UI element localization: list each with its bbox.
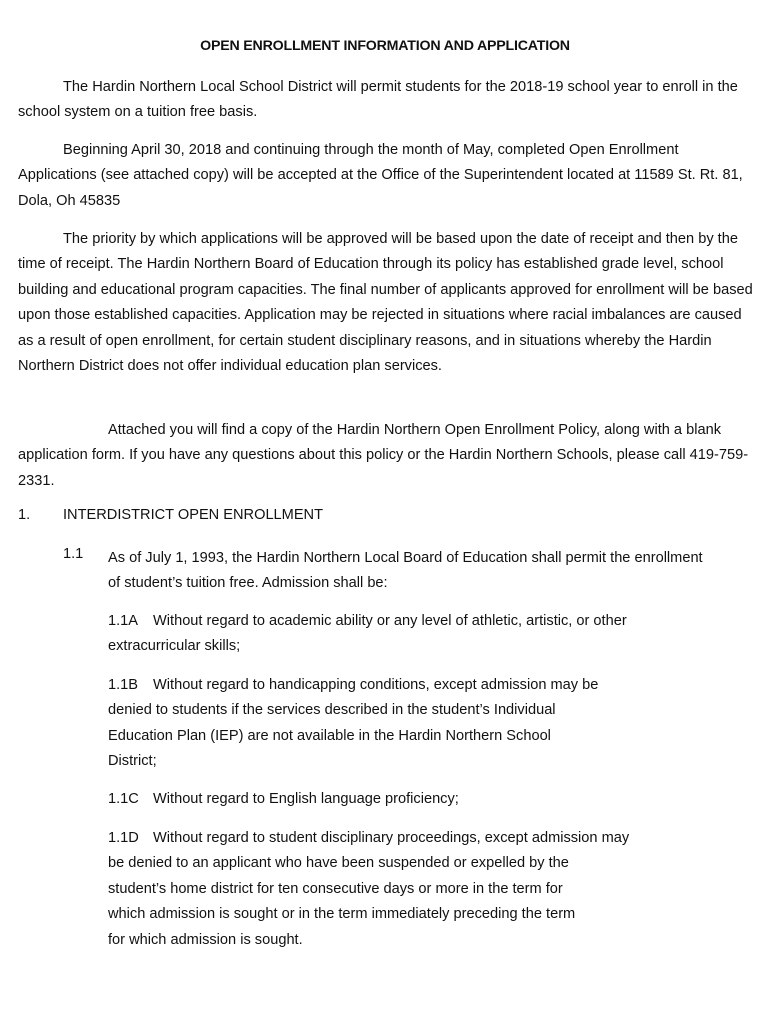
item-code: 1.1B [108, 677, 139, 693]
subsection-text: As of July 1, 1993, the Hardin Northern Local Board of Education shall permit the enrollment of student’s tuition free. Admission shall be: [108, 550, 703, 592]
dates-paragraph: Beginning April 30, 2018 and continuing through the month of May, completed Open Enrollment Applications (see attached copy) will be accepted at the Office of the Superintendent located at 11589 St. Rt. 81, Dola, Oh 45835 [18, 142, 743, 209]
item-line: 1.1A Without regard to academic ability or any level of athletic, artistic, or other [108, 609, 627, 634]
list-item [108, 609, 627, 660]
intro-paragraph: The Hardin Northern Local School District will permit students for the 2018-19 school year to enroll in the school system on a tuition free basis. [18, 79, 738, 121]
item-line: 1.1D Without regard to student disciplinary proceedings, except admission may [108, 826, 629, 851]
page-title: OPEN ENROLLMENT INFORMATION AND APPLICATION [200, 38, 570, 54]
item-line: denied to students if the services described in the student’s Individual [108, 702, 556, 719]
subsection-number: 1.1 [63, 546, 84, 562]
attachment-paragraph: Attached you will find a copy of the Hardin Northern Open Enrollment Policy, along with a blank application form. If you have any questions about this policy or the Hardin Northern Schools, please call 419-759-2331. [18, 422, 749, 489]
list-item [108, 787, 459, 812]
item-code: 1.1D [108, 830, 139, 846]
item-code: 1.1A [108, 613, 139, 629]
section-title: INTERDISTRICT OPEN ENROLLMENT [63, 507, 324, 523]
list-item [108, 673, 598, 775]
item-line: for which admission is sought. [108, 931, 303, 948]
item-line: be denied to an applicant who have been suspended or expelled by the [108, 855, 569, 872]
item-code: 1.1C [108, 791, 139, 807]
item-line: which admission is sought or in the term immediately preceding the term [108, 906, 576, 923]
item-line: 1.1B Without regard to handicapping conditions, except admission may be [108, 673, 598, 698]
item-line: 1.1C Without regard to English language proficiency; [108, 787, 459, 812]
priority-paragraph: The priority by which applications will be approved will be based upon the date of receipt and then by the time of receipt. The Hardin Northern Board of Education through its policy has established grade level, school building and educational program capacities. The final number of applicants approved for enrollment will be based upon those established capacities. Application may be rejected in situations where racial imbalances are caused as a result of open enrollment, for certain student disciplinary reasons, and in situations whereby the Hardin Northern District does not offer individual education plan services. [18, 231, 753, 375]
item-line: student’s home district for ten consecutive days or more in the term for [108, 880, 563, 897]
item-line: Education Plan (IEP) are not available in the Hardin Northern School [108, 727, 551, 744]
section-number: 1. [18, 507, 31, 523]
list-item [108, 826, 629, 953]
item-line: District; [108, 753, 157, 770]
item-line: extracurricular skills; [108, 638, 241, 655]
